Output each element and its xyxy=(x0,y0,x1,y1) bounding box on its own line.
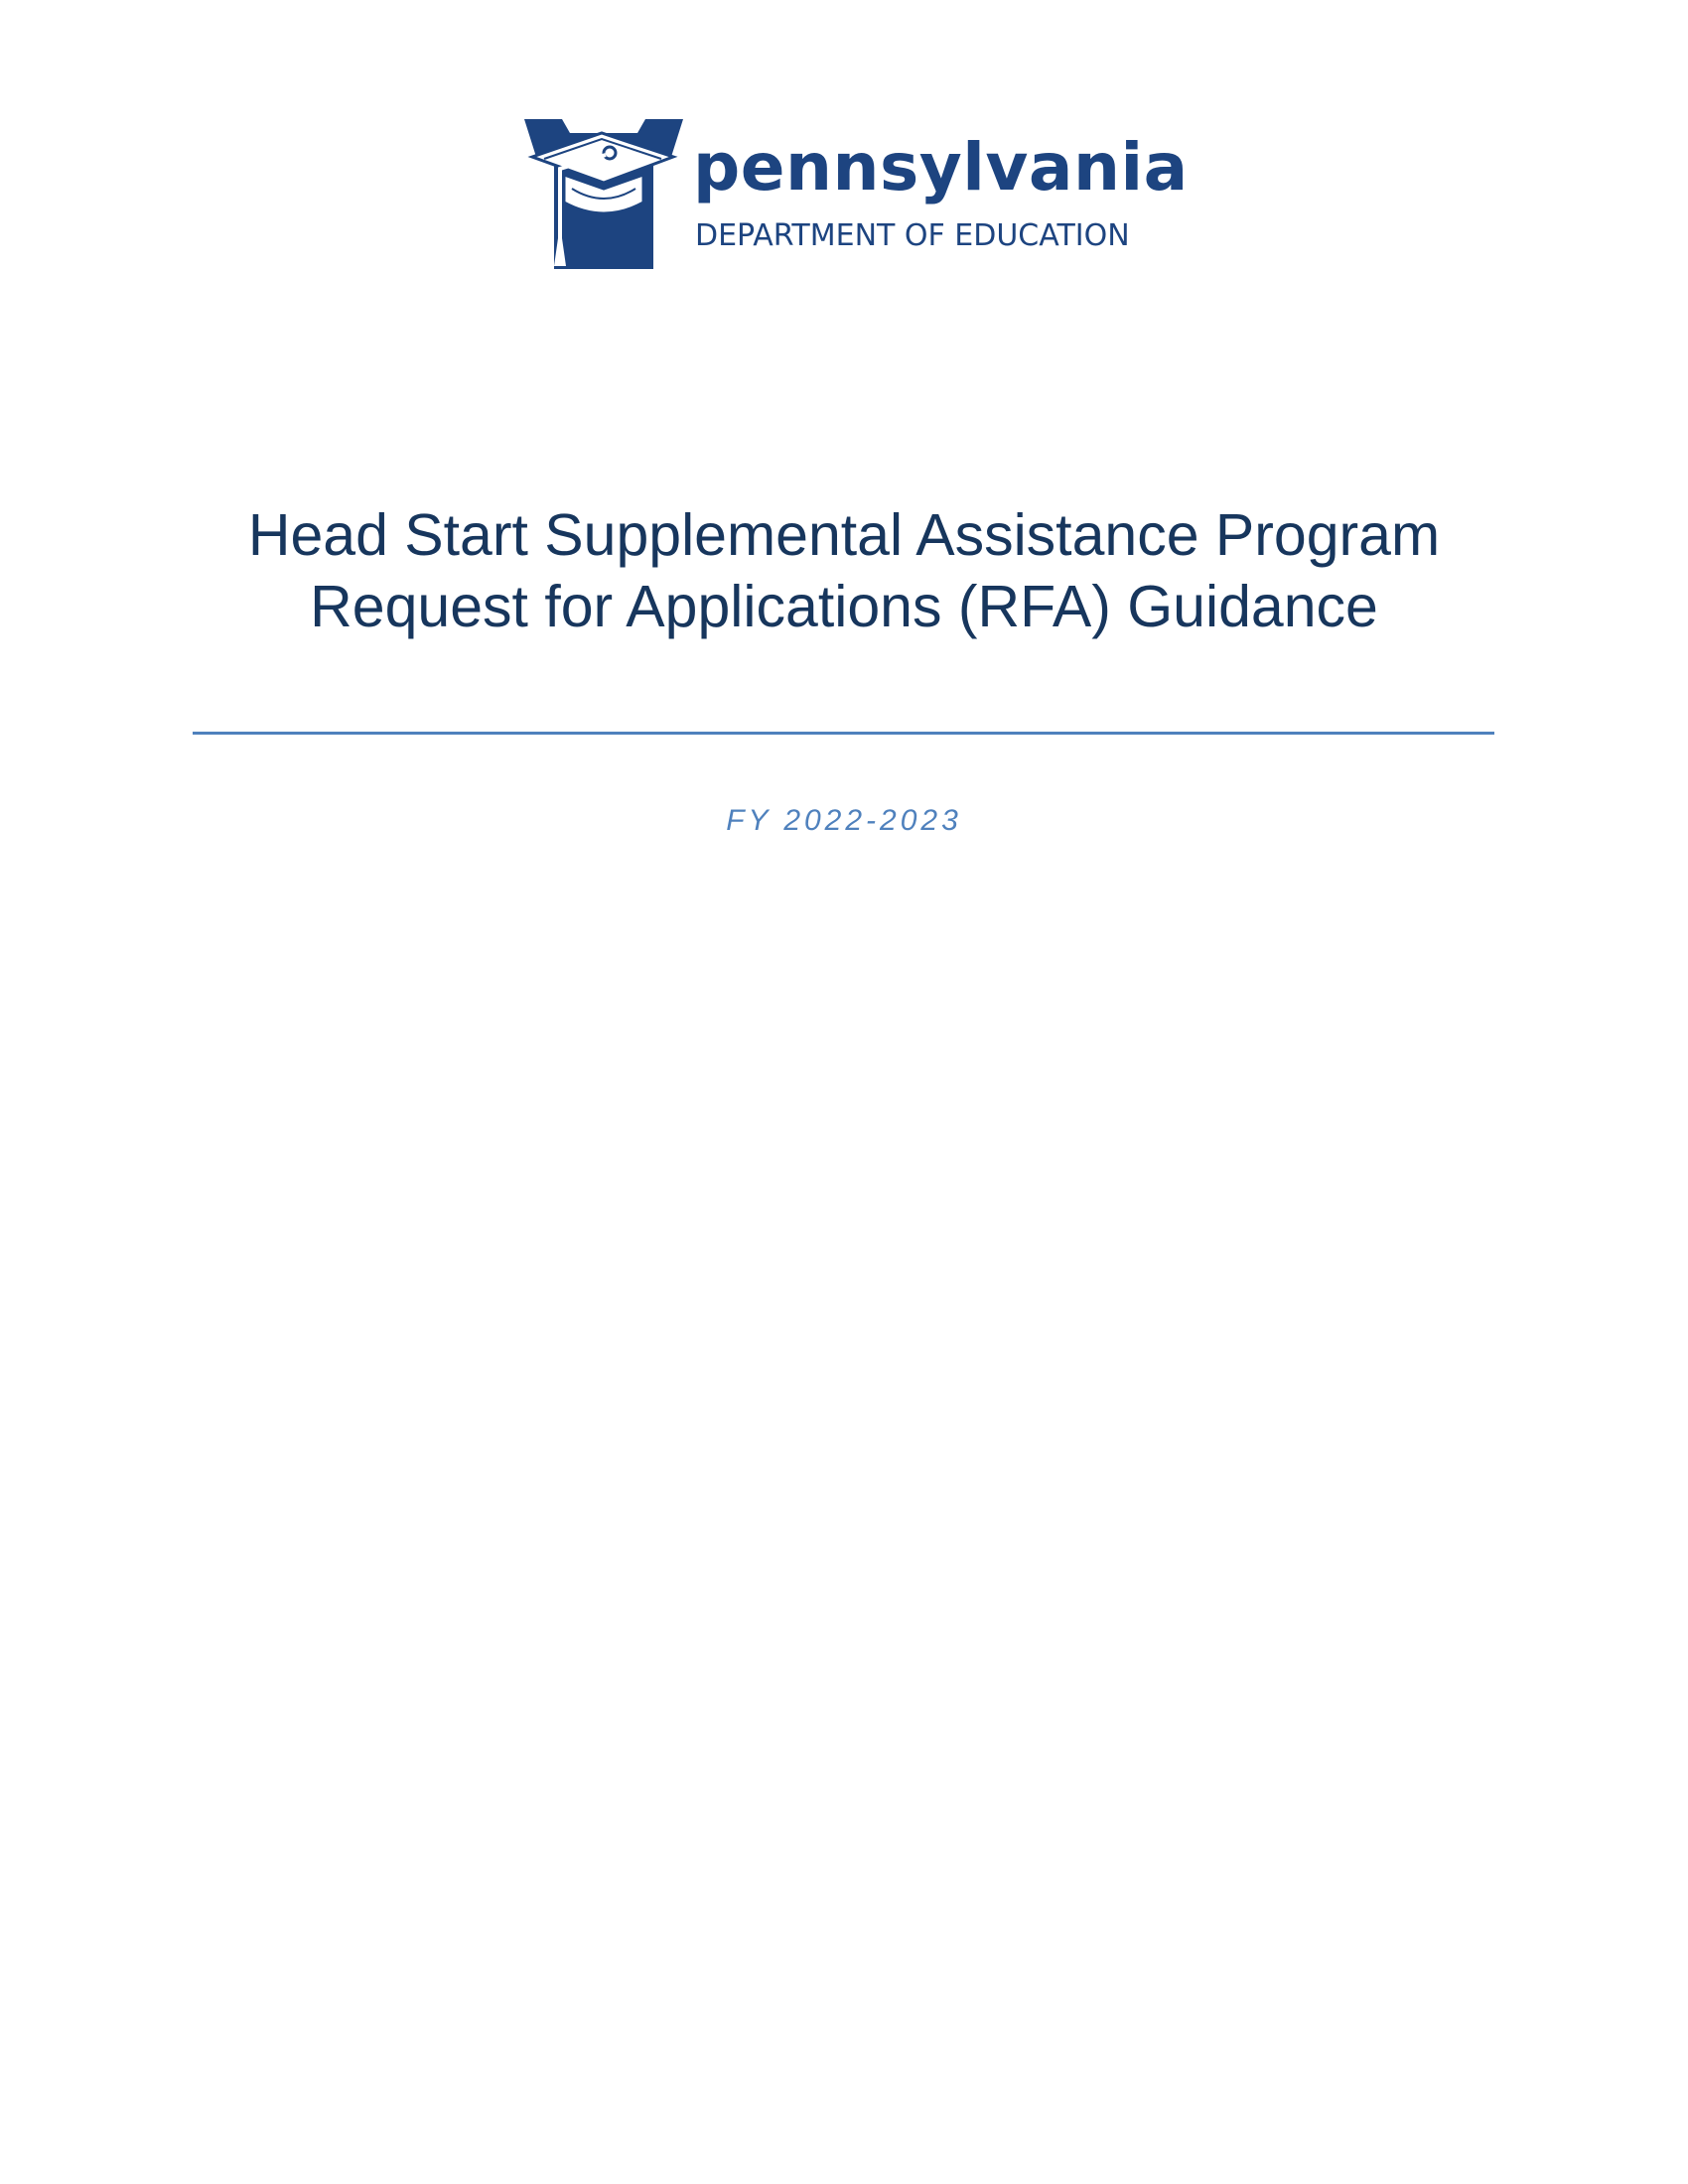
logo-wordmark: pennsylvania xyxy=(693,129,1189,205)
document-title-line-1: Head Start Supplemental Assistance Program xyxy=(247,502,1441,568)
document-title-line-2: Request for Applications (RFA) Guidance xyxy=(310,574,1378,639)
pa-department-of-education-logo xyxy=(524,117,1189,276)
keystone-graduation-cap-icon xyxy=(524,117,683,271)
fiscal-year-subtitle: FY 2022-2023 xyxy=(726,804,962,837)
logo-department-name: DEPARTMENT OF EDUCATION xyxy=(695,218,1130,253)
title-divider xyxy=(193,732,1494,735)
